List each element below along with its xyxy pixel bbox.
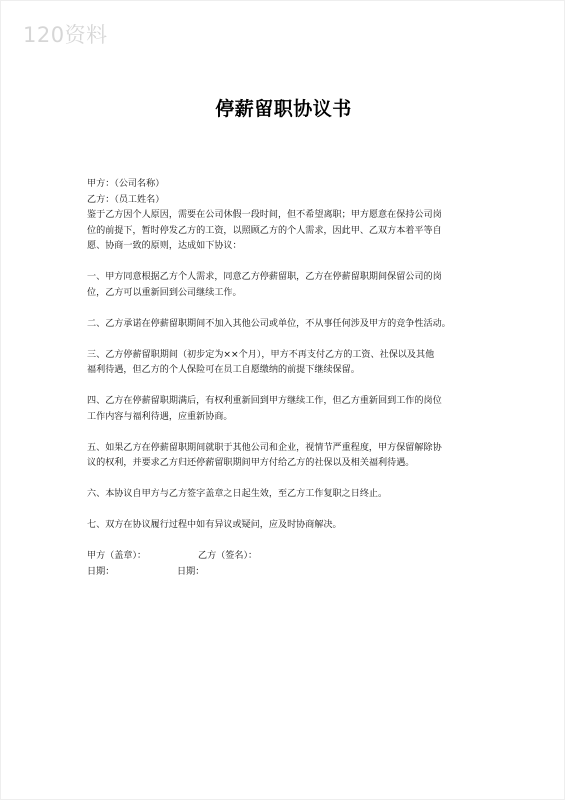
clause-line: 位，乙方可以重新回到公司继续工作。 xyxy=(87,287,242,298)
document-body xyxy=(87,177,487,580)
document-title: 停薪留职协议书 xyxy=(215,98,352,120)
clause-line: 七、双方在协议履行过程中如有异议或疑问，应及时协商解决。 xyxy=(87,520,342,530)
preamble-line: 位的前提下，暂时停发乙方的工资，以照顾乙方的个人需求，因此甲、乙双方本着平等自 xyxy=(87,225,442,236)
preamble-paragraph xyxy=(87,208,487,255)
clause-line: 工作内容与福利待遇，应重新协商。 xyxy=(87,411,233,422)
clause-3 xyxy=(87,348,487,379)
clause-4 xyxy=(87,394,487,425)
party-b-line: 乙方：（员工姓名） xyxy=(87,194,165,205)
preamble-line: 鉴于乙方因个人原因，需要在公司休假一段时间，但不希望离职；甲方愿意在保持公司岗 xyxy=(87,210,442,220)
clause-5 xyxy=(87,441,487,472)
party-a-line: 甲方：（公司名称） xyxy=(87,179,165,189)
clause-2 xyxy=(87,317,487,333)
watermark: 120资料 xyxy=(23,23,108,47)
clause-line: 议的权利，并要求乙方归还停薪留职期间甲方付给乙方的社保以及相关福利待遇。 xyxy=(87,458,415,468)
clause-7 xyxy=(87,518,487,534)
party-b-sign-label: 乙方（签名）： xyxy=(198,551,258,561)
clause-line: 二、乙方承诺在停薪留职期间不加入其他公司或单位，不从事任何涉及甲方的竞争性活动。 xyxy=(87,318,451,329)
clause-line: 一、甲方同意根据乙方个人需求，同意乙方停薪留职，乙方在停薪留职期间保留公司的岗 xyxy=(87,272,442,282)
preamble-line: 愿、协商一致的原则，达成如下协议： xyxy=(87,241,242,251)
clause-6 xyxy=(87,487,487,503)
clause-line: 福利待遇，但乙方的个人保险可在员工自愿缴纳的前提下继续保留。 xyxy=(87,365,360,375)
clause-line: 五、如果乙方在停薪留职期间就职于其他公司和企业，视情节严重程度，甲方保留解除协 xyxy=(87,442,442,453)
party-a-seal-label: 甲方（盖章）： xyxy=(87,551,147,561)
clause-line: 四、乙方在停薪留职期满后，有权利重新回到甲方继续工作，但乙方重新回到工作的岗位 xyxy=(87,396,442,406)
date-row xyxy=(87,565,487,581)
clause-1 xyxy=(87,270,487,301)
date-b-label: 日期： xyxy=(177,566,205,577)
clause-line: 三、乙方停薪留职期间（初步定为××个月），甲方不再支付乙方的工资、社保以及其他 xyxy=(87,349,435,360)
signature-row xyxy=(87,549,487,565)
date-a-label: 日期： xyxy=(87,566,115,577)
clause-line: 六、本协议自甲方与乙方签字盖章之日起生效，至乙方工作复职之日终止。 xyxy=(87,489,388,499)
